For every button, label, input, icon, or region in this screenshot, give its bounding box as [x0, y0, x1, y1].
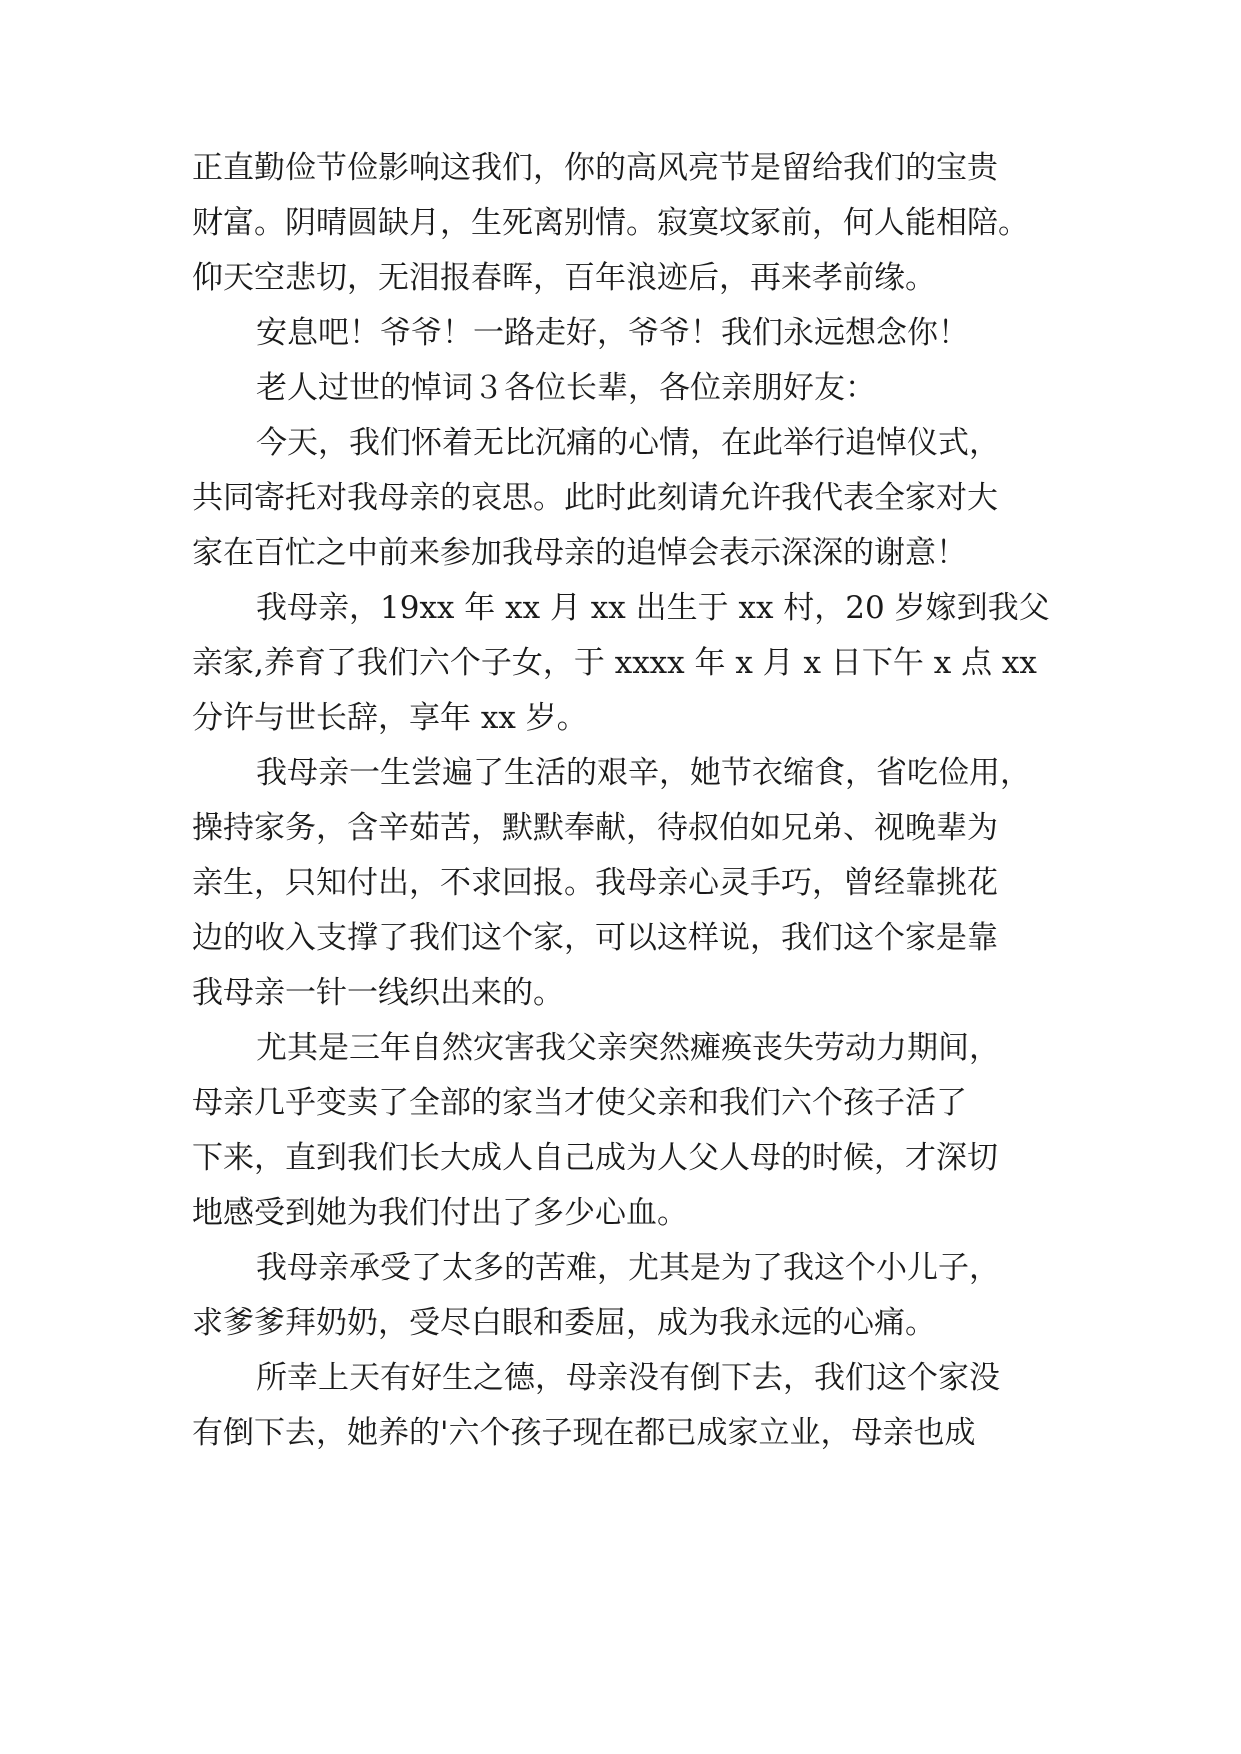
- text-line: 亲家,养育了我们六个子女，于 xxxx 年 x 月 x 日下午 x 点 xx: [192, 645, 1037, 681]
- text-line: 今天，我们怀着无比沉痛的心情，在此举行追悼仪式，: [256, 425, 1000, 461]
- text-line: 有倒下去，她养的'六个孩子现在都已成家立业，母亲也成: [192, 1415, 976, 1451]
- text-line: 仰天空悲切，无泪报春晖，百年浪迹后，再来孝前缘。: [192, 260, 936, 296]
- text-line: 下来，直到我们长大成人自己成为人父人母的时候，才深切: [192, 1140, 998, 1176]
- text-line: 所幸上天有好生之德，母亲没有倒下去，我们这个家没: [256, 1360, 1000, 1396]
- text-line: 我母亲一针一线织出来的。: [192, 975, 564, 1011]
- text-line: 母亲几乎变卖了全部的家当才使父亲和我们六个孩子活了: [192, 1085, 967, 1121]
- text-line: 老人过世的悼词３各位长辈，各位亲朋好友：: [256, 370, 876, 406]
- text-line: 尤其是三年自然灾害我父亲突然瘫痪丧失劳动力期间，: [256, 1030, 1000, 1066]
- text-line: 安息吧！爷爷！一路走好，爷爷！我们永远想念你！: [256, 315, 969, 351]
- text-line: 求爹爹拜奶奶，受尽白眼和委屈，成为我永远的心痛。: [192, 1305, 936, 1341]
- text-line: 我母亲一生尝遍了生活的艰辛，她节衣缩食，省吃俭用，: [256, 755, 1031, 791]
- text-line: 共同寄托对我母亲的哀思。此时此刻请允许我代表全家对大: [192, 480, 998, 516]
- text-line: 亲生，只知付出，不求回报。我母亲心灵手巧，曾经靠挑花: [192, 865, 998, 901]
- text-line: 我母亲，19xx 年 xx 月 xx 出生于 xx 村，20 岁嫁到我父: [256, 590, 1050, 626]
- text-line: 分许与世长辞，享年 xx 岁。: [192, 700, 588, 736]
- text-line: 我母亲承受了太多的苦难，尤其是为了我这个小儿子，: [256, 1250, 1000, 1286]
- text-line: 家在百忙之中前来参加我母亲的追悼会表示深深的谢意！: [192, 535, 967, 571]
- text-line: 地感受到她为我们付出了多少心血。: [192, 1195, 688, 1231]
- text-line: 财富。阴晴圆缺月，生死离别情。寂寞坟冢前，何人能相陪。: [192, 205, 1029, 241]
- text-line: 操持家务，含辛茹苦，默默奉献，待叔伯如兄弟、视晚辈为: [192, 810, 998, 846]
- text-line: 边的收入支撑了我们这个家，可以这样说，我们这个家是靠: [192, 920, 998, 956]
- text-line: 正直勤俭节俭影响这我们，你的高风亮节是留给我们的宝贵: [192, 150, 998, 186]
